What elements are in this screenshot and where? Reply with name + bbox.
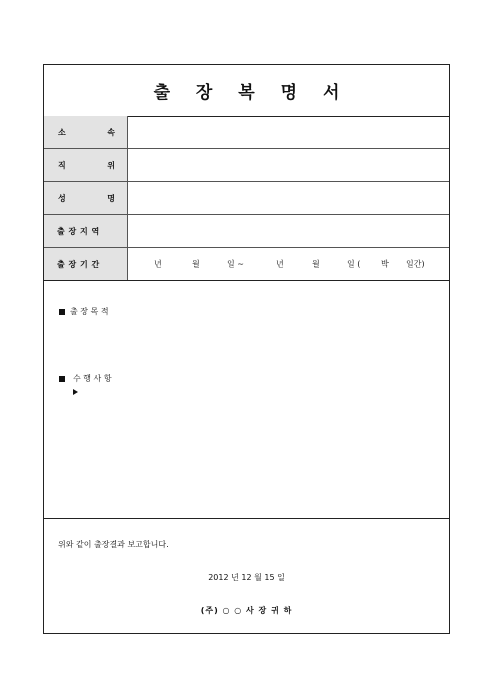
label-name-part2: 명 bbox=[107, 193, 115, 203]
destination-field[interactable] bbox=[128, 215, 449, 247]
info-table bbox=[44, 116, 449, 281]
row-destination bbox=[44, 215, 449, 248]
activities-label: 수 행 사 항 bbox=[73, 374, 112, 383]
closing-note: 위와 같이 출장결과 보고합니다. bbox=[58, 540, 169, 549]
title-row bbox=[44, 65, 449, 117]
row-position bbox=[44, 149, 449, 182]
label-department bbox=[44, 116, 128, 148]
purpose-label: 출 장 목 적 bbox=[70, 307, 109, 316]
bullet-square-icon bbox=[59, 376, 65, 382]
row-period bbox=[44, 248, 449, 281]
row-name bbox=[44, 182, 449, 215]
recipient-line: (주) ○ ○ 사 장 귀 하 bbox=[200, 606, 293, 615]
business-trip-report-form bbox=[43, 64, 450, 634]
period-month-end: 월 bbox=[312, 259, 320, 269]
label-name-part1: 성 bbox=[58, 193, 66, 203]
period-year-start: 년 bbox=[154, 259, 162, 269]
label-destination bbox=[44, 215, 128, 247]
play-arrow-icon bbox=[73, 389, 78, 395]
activities-heading bbox=[59, 373, 112, 384]
period-field[interactable] bbox=[128, 248, 449, 280]
period-day-start: 일 ~ bbox=[227, 259, 244, 269]
label-position-part2: 위 bbox=[107, 160, 115, 170]
bullet-square-icon bbox=[59, 309, 65, 315]
period-days: 일간) bbox=[406, 259, 425, 269]
period-nights: 박 bbox=[381, 259, 389, 269]
label-position bbox=[44, 149, 128, 181]
name-field[interactable] bbox=[128, 182, 449, 214]
report-footer bbox=[44, 518, 449, 633]
label-department-part1: 소 bbox=[58, 127, 66, 137]
period-day-end: 일 ( bbox=[347, 259, 361, 269]
period-year-end: 년 bbox=[276, 259, 284, 269]
report-body[interactable] bbox=[44, 282, 449, 519]
period-month-start: 월 bbox=[192, 259, 200, 269]
label-period-text: 출 장 기 간 bbox=[57, 259, 100, 269]
report-date: 2012 년 12 월 15 일 bbox=[208, 573, 285, 582]
label-period bbox=[44, 248, 128, 280]
label-destination-text: 출 장 지 역 bbox=[57, 226, 100, 236]
position-field[interactable] bbox=[128, 149, 449, 181]
department-field[interactable] bbox=[128, 116, 449, 148]
document-title: 출 장 복 명 서 bbox=[153, 83, 350, 103]
period-values bbox=[128, 248, 449, 280]
row-department bbox=[44, 116, 449, 149]
purpose-heading bbox=[59, 306, 109, 317]
label-position-part1: 직 bbox=[58, 160, 66, 170]
label-department-part2: 속 bbox=[107, 127, 115, 137]
label-name bbox=[44, 182, 128, 214]
